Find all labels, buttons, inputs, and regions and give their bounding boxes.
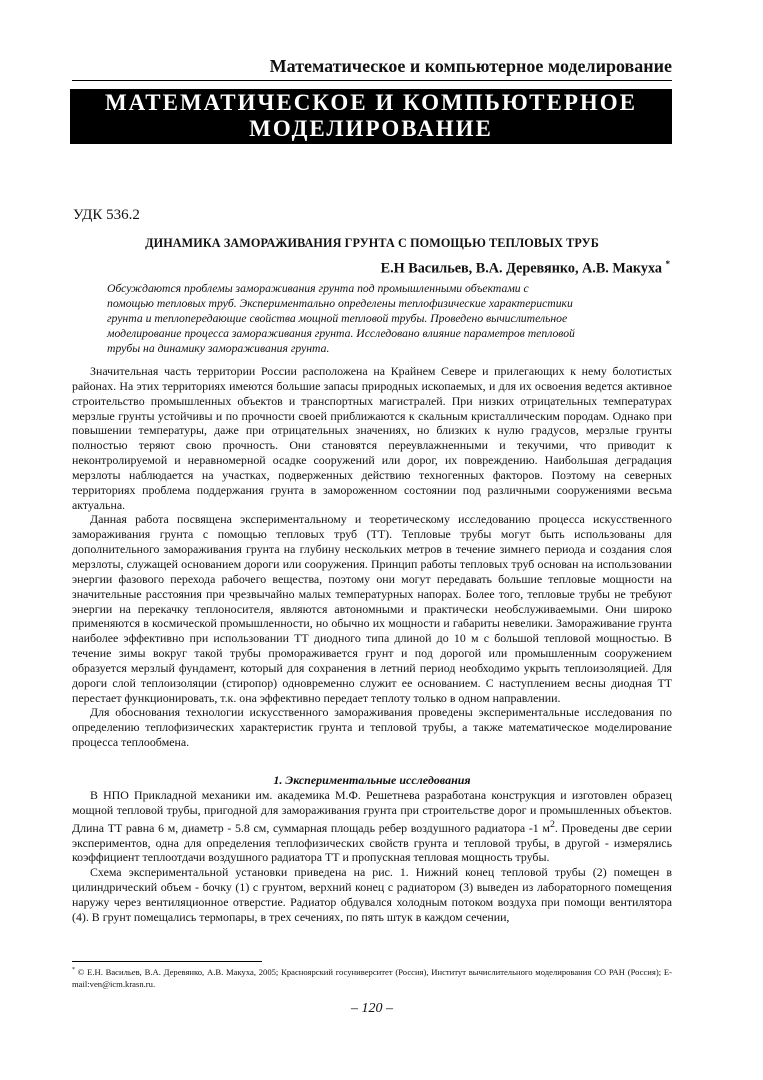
abstract-line: Обсуждаются проблемы замораживания грунта под промышленными объектами с (107, 282, 529, 295)
paragraph (72, 788, 672, 865)
page-number: – 120 – (351, 1001, 393, 1016)
paragraph: Значительная часть территории России расположена на Крайнем Севере и прилегающих к нему болотистых районах. На этих территориях имеются большие запасы природных ископаемых, и для их освоения ведется активное строительство промышленных объектов и транспортных магистралей. При низких отрицательных температурах мерзлые грунты устойчивы и по прочности своей приближаются к скальным кристаллическим породам. Однако при повышении температуры, даже при отрицательных значениях, но близких к нулю градусов, мерзлые грунты полностью теряют свою прочность. Они становятся переувлажненными и текучими, что приводит к неконтролируемой и неравномерной осадке сооружений или дорог, их повреждению. Наибольшая деградация мерзлоты наблюдается на участках, подверженных действию техногенных факторов. Поэтому на северных территориях проблема поддержания грунта в замороженном состоянии под различными сооружениями весьма актуальна. (72, 364, 672, 512)
paragraph: Схема экспериментальной установки приведена на рис. 1. Нижний конец тепловой трубы (2) помещен в цилиндрический объем - бочку (1) с грунтом, верхний конец с радиатором (3) выведен из лабораторного помещения наружу через вентиляционное отверстие. Радиатор обдувался холодным потоком воздуха при помощи вентилятора (4). В грунт помещались термопары, в трех сечениях, по пять штук в каждом сечении, (72, 865, 672, 924)
paragraph: Для обоснования технологии искусственного замораживания проведены экспериментальные исследования по определению теплофизических характеристик грунта и тепловой трубы, а также математическое моделирование процесса теплообмена. (72, 705, 672, 750)
footnote-text: © Е.Н. Васильев, В.А. Деревянко, А.В. Макуха, 2005; Красноярский госуниверситет (Россия), Институт вычислительного моделирования СО РАН (Россия); E-mail:ven@icm.krasn.ru. (72, 966, 672, 990)
footnote (72, 964, 672, 991)
article-title: ДИНАМИКА ЗАМОРАЖИВАНИЯ ГРУНТА С ПОМОЩЬЮ ТЕПЛОВЫХ ТРУБ (145, 236, 599, 250)
section-banner-line: МОДЕЛИРОВАНИЕ (249, 116, 493, 141)
section-banner (70, 89, 672, 144)
abstract-line: трубы на динамику замораживания грунта. (107, 342, 330, 356)
subsection-heading: 1. Экспериментальные исследования (273, 773, 471, 787)
experimental-text (72, 788, 672, 925)
header-rule (72, 80, 672, 81)
abstract-line: грунта и теплопередающие свойства мощной тепловой трубы. Проведено вычислительное (107, 312, 568, 326)
section-banner-line: МАТЕМАТИЧЕСКОЕ И КОМПЬЮТЕРНОЕ (104, 90, 638, 115)
abstract-line: помощью тепловых труб. Экспериментально определены теплофизические характеристики (107, 297, 573, 311)
footnote-rule (72, 961, 262, 962)
paragraph-text: В НПО Прикладной механики им. академика М.Ф. Решетнева разработана конструкция и изготовлен образец мощной тепловой трубы, пригодной для замораживания грунта при строительстве дорог и промышленных объектов. Длина ТТ равна 6 м, диаметр - 5.8 см, суммарная площадь ребер воздушного радиатора -1 м (72, 788, 672, 835)
author-footnote-mark: * (665, 259, 670, 269)
authors-text: Е.Н Васильев, В.А. Деревянко, А.В. Макуха (380, 260, 662, 277)
main-text (72, 364, 672, 750)
footnote-mark: * (72, 967, 75, 973)
article-authors (72, 259, 670, 278)
running-title: Математическое и компьютерное моделирование (269, 56, 672, 76)
abstract (107, 281, 637, 356)
paragraph: Данная работа посвящена экспериментальному и теоретическому исследованию процесса искусственного замораживания грунта с помощью тепловых труб (ТТ). Тепловые трубы могут быть использованы для дополнительного замораживания грунта на глубину нескольких метров в течение зимнего периода и создания слоя мерзлоты, служащей основанием дороги или сооружения. Принцип работы тепловых труб основан на использовании энергии фазового перехода рабочего вещества, поэтому они могут передавать большие тепловые мощности на значительные расстояния при чрезвычайно малых температурных напорах. Более того, тепловые трубы не требуют энергии на перекачку теплоносителя, являются автономными и практически необслуживаемыми. Они широко применяются в космической промышленности, но обычно их мощности и габариты невелики. Замораживание грунта наиболее эффективно при использовании ТТ диодного типа длиной до 10 м с большой тепловой мощностью. В течение зимы вокруг такой трубы промораживается грунт и под дорогой или промышленным сооружением образуется мерзлый фундамент, который для сохранения в летний период необходимо укрыть теплоизоляцией. Для дороги слой теплоизоляции (стиропор) одновременно служит ее основанием. С наступлением весны диодная ТТ перестает функционировать, т.к. она эффективно передает теплоту только в одном направлении. (72, 512, 672, 705)
paragraph-text: . Проведены две серии экспериментов, одна для определения теплофизических свойств грунта и тепловой трубы, в другой - измерялись коэффициент теплоотдачи воздушного радиатора ТТ и пропускная тепловая мощность трубы. (72, 820, 672, 865)
udc-code: УДК 536.2 (73, 207, 140, 223)
superscript: 2 (549, 818, 555, 830)
abstract-line: моделирование процесса замораживания грунта. Исследовано влияние параметров тепловой (107, 327, 575, 341)
